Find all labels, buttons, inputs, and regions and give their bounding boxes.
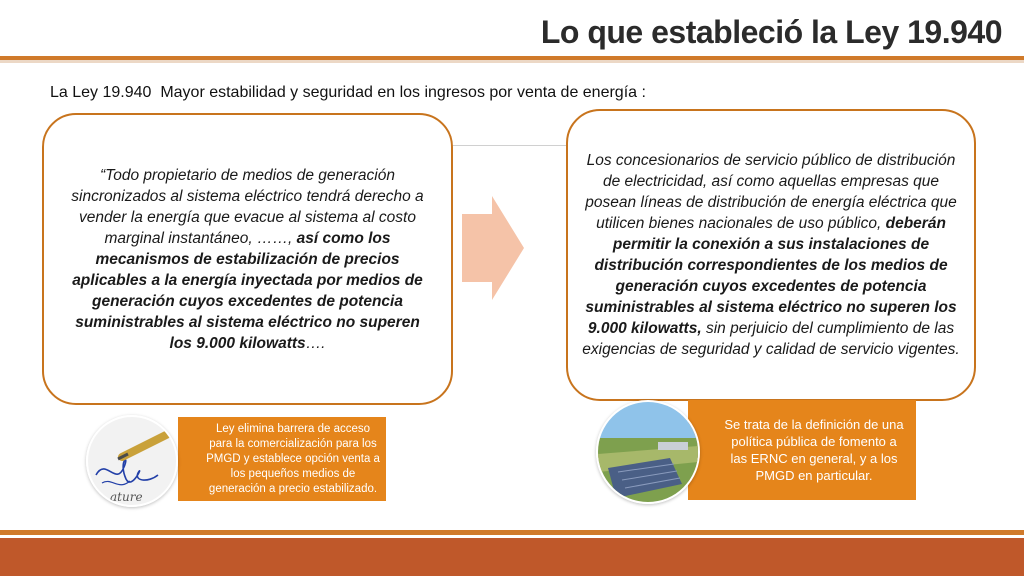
barrier-removal-card: [178, 417, 386, 501]
distribution-quote-bold: deberán permitir la conexión a sus instalaciones de distribución correspondientes de los medios de generación cuyos excedentes de potencia suministrables al sistema eléctrico no superen los 9.000 kilowatts,: [585, 215, 957, 337]
distribution-quote-box: [566, 109, 976, 401]
law-quote-box: [42, 113, 453, 405]
distribution-quote-part2: sin perjuicio del cumplimiento de las exigencias de seguridad y calidad de servicio vigentes.: [582, 320, 960, 358]
law-quote-bold: así como los mecanismos de estabilización de precios aplicables a la energía inyectada por medios de generación cuyos excedentes de potencia suministrables al sistema eléctrico no superen los 9.000 kilowatts: [72, 229, 423, 352]
law-quote-text: [62, 165, 433, 354]
law-quote-part1: “Todo propietario de medios de generación sincronizados al sistema eléctrico tendrá derecho a vender la energía que evacue al sistema al costo marginal instantáneo, ……,: [71, 166, 424, 247]
footer-band: [0, 538, 1024, 576]
policy-card: [688, 400, 916, 500]
right-arrow-icon: [462, 196, 524, 300]
solar-farm-photo-icon: [596, 400, 700, 504]
distribution-quote-part1: Los concesionarios de servicio público de distribución de electricidad, así como aquellas empresas que posean líneas de distribución de energía eléctrica que utilicen bienes nacionales de uso público,: [585, 152, 957, 232]
signature-pen-photo-icon: [86, 415, 178, 507]
svg-text:ature: ature: [110, 490, 143, 504]
law-quote-part2: ….: [305, 334, 326, 352]
bottom-divider: [0, 530, 1024, 535]
policy-text: Se trata de la definición de una política pública de fomento a las ERNC en general, y a los PMGD en particular.: [724, 417, 904, 483]
barrier-removal-text: Ley elimina barrera de acceso para la comercialización para los PMGD y establece opción venta a los pequeños medios de generación a precio estabilizado.: [206, 422, 380, 495]
distribution-quote-text: [582, 150, 960, 360]
top-divider-shadow: [0, 60, 1024, 63]
slide-title: Lo que estableció la Ley 19.940: [540, 14, 1002, 50]
connector-line: [440, 145, 580, 146]
slide-subtitle: La Ley 19.940 Mayor estabilidad y seguridad en los ingresos por venta de energía :: [50, 84, 646, 101]
